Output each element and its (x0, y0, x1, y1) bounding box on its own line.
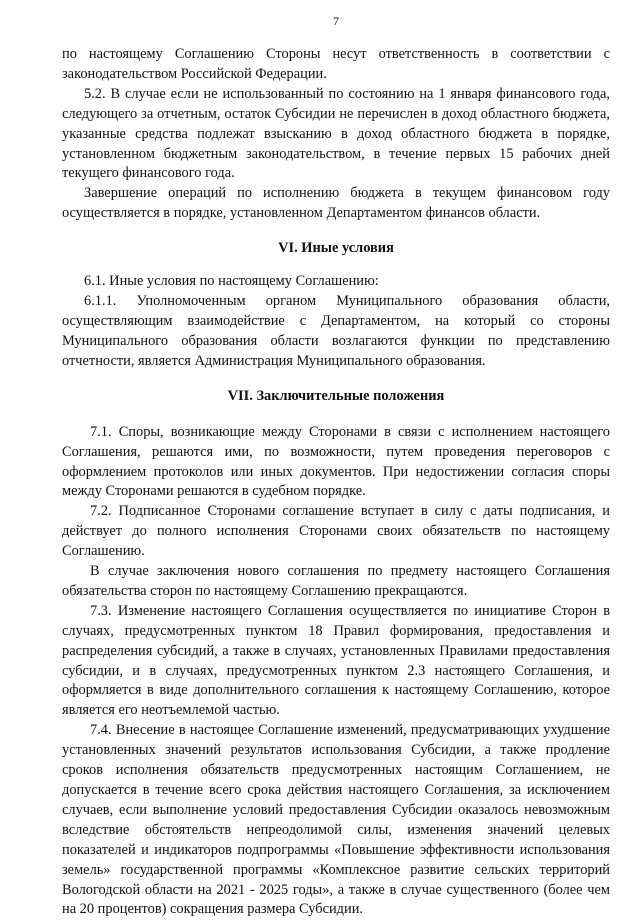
paragraph-7-3: 7.3. Изменение настоящего Соглашения осуществляется по инициативе Сторон в случаях, предусмотренных пунктом 18 Правил формирования, предоставления и распределения субсидий, а также в случаях, установленных Правилами предоставления субсидии, и в случаях, предусмотренных пунктом 2.3 настоящего Соглашения, и оформляется в виде дополнительного соглашения к настоящему Соглашению, которое является его неотъемлемой частью. (62, 602, 610, 719)
paragraph-7-4: 7.4. Внесение в настоящее Соглашение изменений, предусматривающих ухудшение установленных значений результатов использования Субсидии, а также продление сроков исполнения обязательств предусмотренных настоящим Соглашением, не допускается в течение всего срока действия настоящего Соглашения, за исключением случаев, если выполнение условий предоставления Субсидии оказалось невозможным вследствие обстоятельств непреодолимой силы, изменения значений целевых показателей и индикаторов подпрограммы «Повышение эффективности использования земель» государственной программы «Комплексное развитие сельских территорий Вологодской области на 2021 - 2025 годы», а также в случае существенного (более чем на 20 процентов) сокращения размера Субсидии. (62, 722, 610, 918)
paragraph-liability: по настоящему Соглашению Стороны несут ответственность в соответствии с законодательством Российской Федерации. (62, 46, 610, 82)
paragraph-6-1-1: 6.1.1. Уполномоченным органом Муниципального образования области, осуществляющим взаимодействие с Департаментом, на который со стороны Муниципального образования области возлагаются функции по представлению отчетности, является Администрация Муниципального образования. (62, 293, 610, 369)
document-page (62, 14, 610, 920)
spacer (62, 406, 610, 423)
spacer (62, 372, 610, 386)
section-heading-vi: VI. Иные условия (278, 240, 394, 257)
paragraph-6-1: 6.1. Иные условия по настоящему Соглашению: (84, 273, 379, 290)
paragraph-5-2: 5.2. В случае если не использованный по состоянию на 1 января финансового года, следующего за отчетным, остаток Субсидии не перечислен в доход областного бюджета, указанные средства подлежат взысканию в доход областного бюджета в порядке, установленном бюджетным законодательством, в течение первых 15 рабочих дней текущего финансового года. (62, 85, 610, 182)
spacer (62, 224, 610, 238)
section-heading-vii: VII. Заключительные положения (227, 387, 445, 404)
page-number: 7 (333, 14, 339, 28)
paragraph-budget-completion: Завершение операций по исполнению бюджета в текущем финансовом году осуществляется в порядке, установленном Департаментом финансов области. (62, 185, 610, 222)
spacer (62, 258, 610, 272)
paragraph-new-agreement: В случае заключения нового соглашения по предмету настоящего Соглашения обязательства сторон по настоящему Соглашению прекращаются. (62, 563, 610, 599)
paragraph-7-1: 7.1. Споры, возникающие между Сторонами в связи с исполнением настоящего Соглашения, решаются ими, по возможности, путем проведения переговоров с оформлением протоколов или иных документов. При недостижении согласия споры между Сторонами решаются в судебном порядке. (62, 423, 610, 500)
paragraph-7-2: 7.2. Подписанное Сторонами соглашение вступает в силу с даты подписания, и действует до полного исполнения Сторонами своих обязательств по настоящему Соглашению. (62, 503, 610, 560)
